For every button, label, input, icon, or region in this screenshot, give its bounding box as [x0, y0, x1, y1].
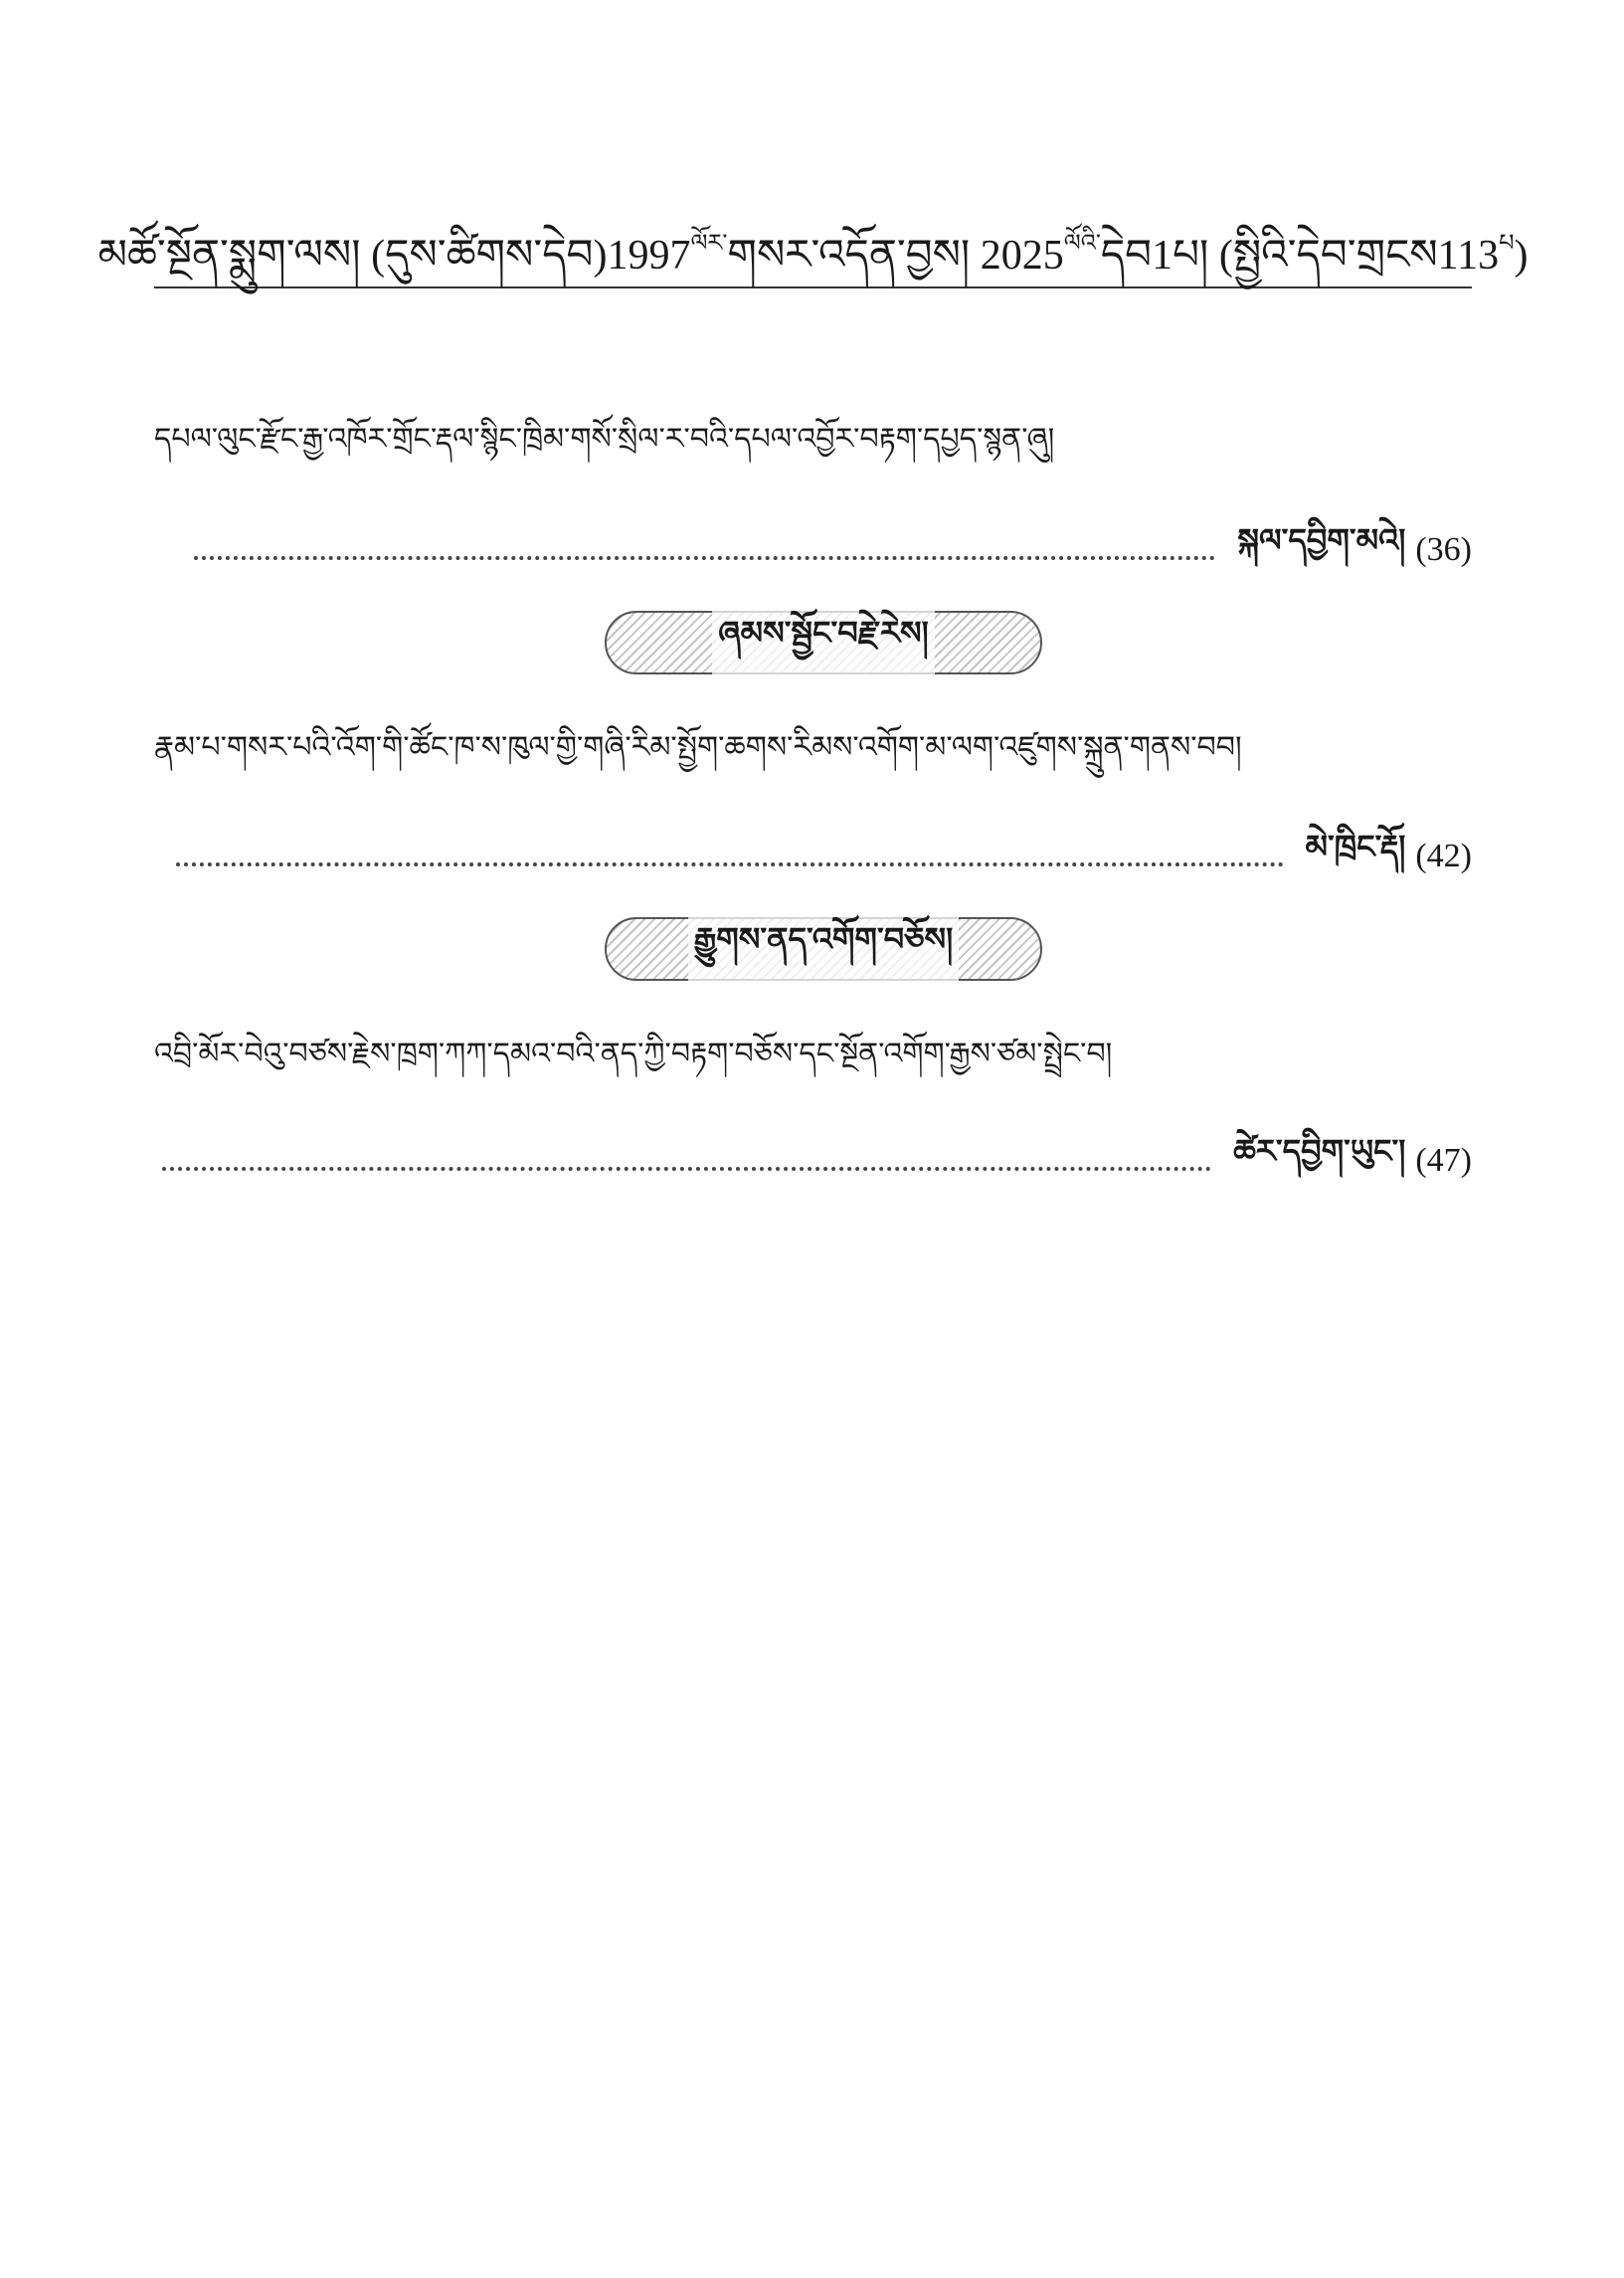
page-header — [97, 207, 1529, 288]
toc-entry-author-2: མེ་ཁྲིང་རྡོ། — [1305, 828, 1406, 865]
section-heading-2 — [605, 917, 1042, 981]
section-heading-label-2: རྒྱུགས་ནད་འགོག་བཅོས། — [688, 904, 960, 994]
toc-entry-author-3: ཚེར་དབྱིག་ཡུང་། — [1233, 1132, 1406, 1170]
section-heading-label-1: ཞམས་སྦྱོང་བརྗེ་རེས། — [712, 598, 935, 687]
dot-leader — [176, 862, 1284, 866]
toc-entry-page-2: (42) — [1415, 838, 1472, 874]
section-heading-1 — [605, 611, 1042, 674]
header-part-3: དེབ1པ། (སྤྱིའི་དེབ་གྲངས113 — [1100, 232, 1500, 279]
toc-entry-line-2[interactable] — [154, 828, 1472, 881]
header-part-4: ) — [1514, 232, 1529, 279]
header-sup-2: ལོའི་ — [1063, 230, 1101, 257]
toc-entry-page-3: (47) — [1415, 1142, 1472, 1179]
toc-entry-page-1: (36) — [1415, 531, 1472, 568]
toc-entry-title-1[interactable]: དཔལ་ལུང་རྫོང་རྒྱ་འཁོར་གྲོང་རྡལ་སྙིང་ཁྲིམ་གསོ་སྲིལ་ར་བའི་དཔལ་འབྱོར་བརྟག་དཔྱད་སྙན་ཞུ། — [154, 422, 1055, 457]
toc-entry-line-3[interactable] — [154, 1132, 1472, 1186]
dot-leader — [194, 556, 1215, 560]
header-part-2: གསར་འདོན་བྱས། 2025 — [727, 232, 1064, 279]
header-part-1: མཚོ་སྔོན་སྨུག་ལས། (དུས་ཚིགས་དེབ)1997 — [97, 232, 691, 279]
dot-leader — [162, 1167, 1211, 1171]
toc-entry-author-1: སྐལ་དབྱིག་མའེ། — [1237, 521, 1406, 559]
header-sup-1: ལོར་ — [690, 230, 728, 257]
header-sup-3: པ — [1499, 230, 1515, 257]
journal-header-text — [98, 231, 1529, 279]
toc-entry-title-3[interactable]: འབྲི་མོར་བེའུ་བཙས་རྗེས་ཁྲག་ཀཀ་དམའ་བའི་ནད་ཀྱི་བརྟག་བཅོས་དང་སྔོན་འགོག་རྒྱས་ཙམ་སྤྲེང་བ། — [154, 1037, 1113, 1071]
toc-entry-line-1[interactable] — [154, 521, 1472, 575]
toc-entry-title-2[interactable]: རྣམ་པ་གསར་པའི་འོག་གི་ཚོང་ཁ་ས་ཁུལ་གྱི་གཞི་རིམ་སྤྱོག་ཆགས་རིམས་འགོག་མ་ལག་འཛུགས་སྐྲུན་གནས་བབ། — [154, 730, 1242, 765]
